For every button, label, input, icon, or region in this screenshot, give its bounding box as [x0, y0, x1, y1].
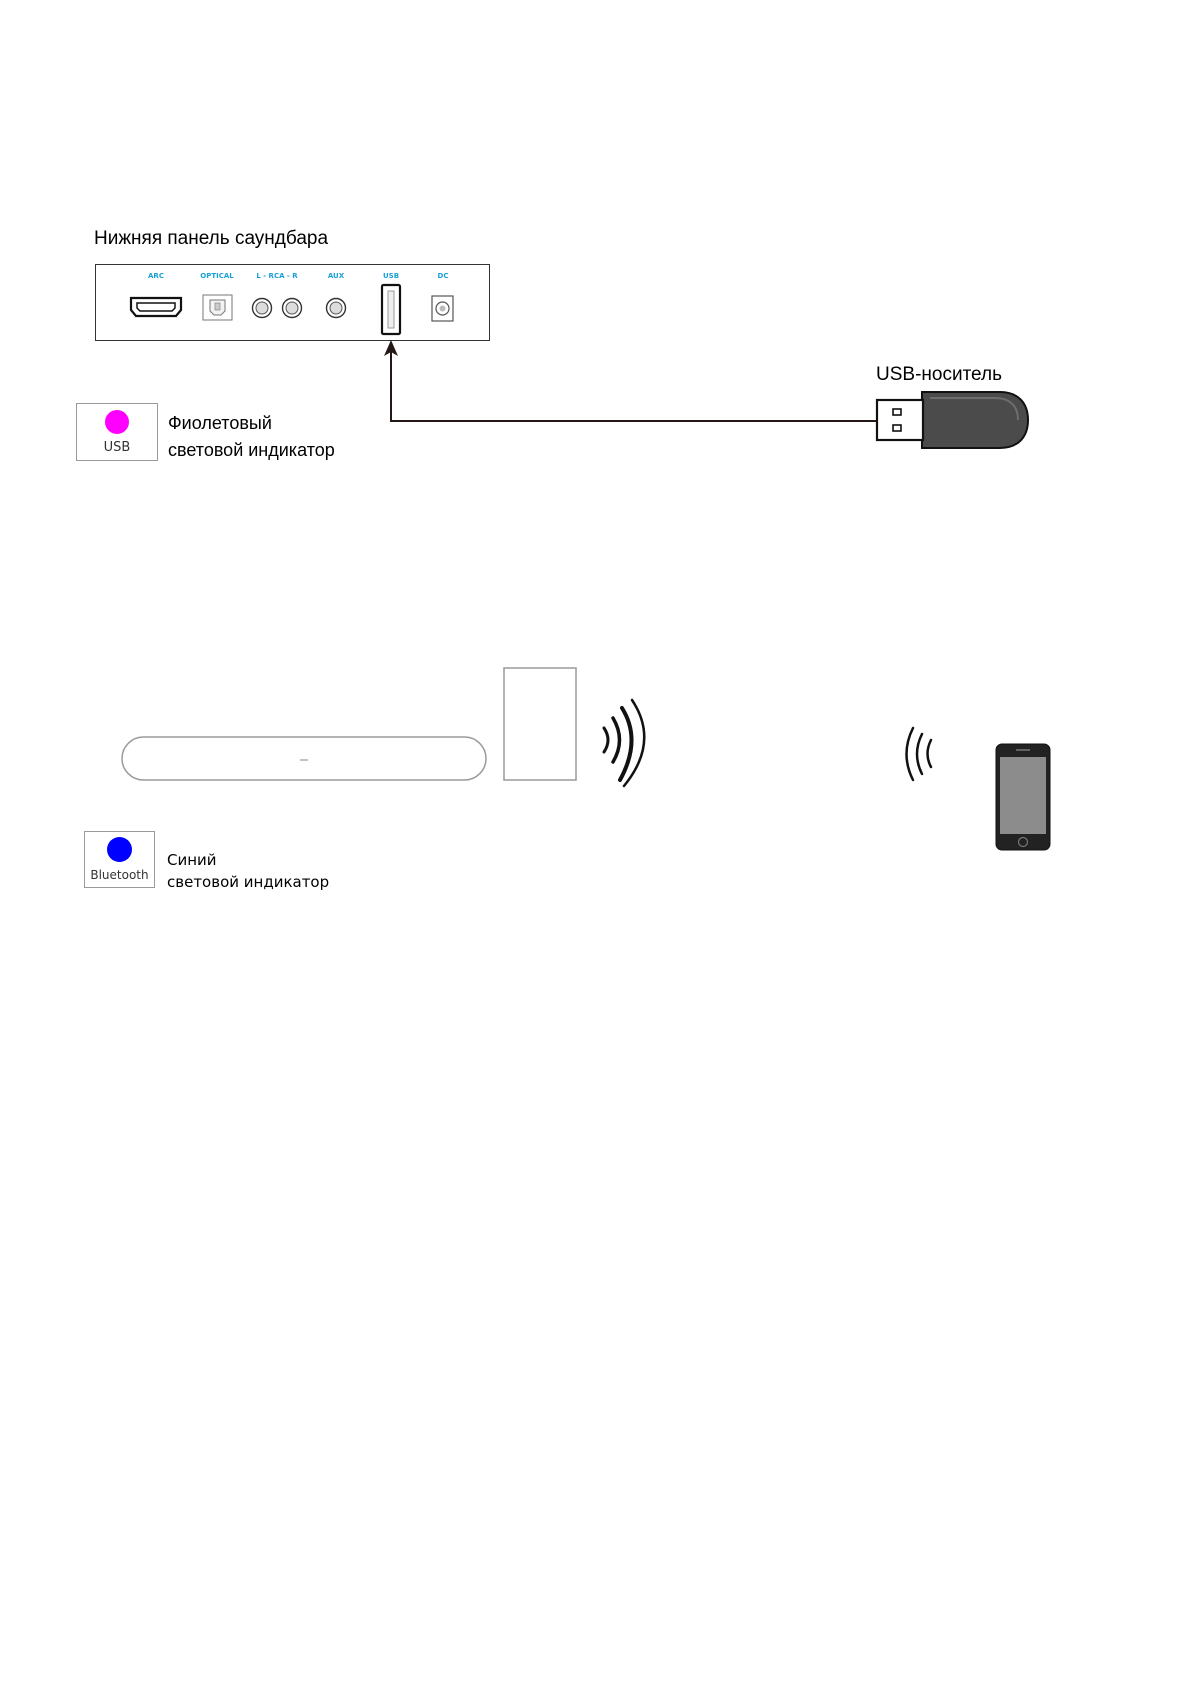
usb-connection-diagram	[0, 0, 1190, 480]
usb-port-icon	[382, 285, 400, 334]
bluetooth-connection-diagram	[0, 640, 1190, 880]
port-label-arc: ARC	[148, 272, 164, 280]
rca-right-port-icon	[283, 299, 302, 318]
subwoofer-icon	[504, 668, 576, 780]
port-label-dc: DC	[437, 272, 449, 280]
port-label-rca: L - RCA - R	[256, 272, 298, 280]
bluetooth-indicator-box	[84, 831, 155, 888]
optical-port-icon	[203, 295, 232, 320]
port-label-aux: AUX	[327, 272, 345, 280]
rca-left-port-icon	[253, 299, 272, 318]
wireless-waves-incoming-icon	[907, 728, 932, 780]
aux-port-icon	[327, 299, 346, 318]
wireless-waves-outgoing-icon	[604, 700, 644, 786]
soundbar-icon	[122, 737, 486, 780]
smartphone-icon	[996, 744, 1050, 850]
bluetooth-indicator-label: Bluetooth	[90, 868, 149, 882]
dc-port-icon	[432, 296, 453, 321]
usb-indicator-label: USB	[103, 440, 131, 455]
hdmi-port-icon	[131, 298, 181, 316]
usb-indicator-description: световой индикатор	[168, 440, 335, 460]
usb-indicator-color-text: Фиолетовый	[168, 413, 272, 433]
port-label-optical: OPTICAL	[200, 272, 234, 280]
usb-indicator-light	[105, 410, 129, 434]
bluetooth-indicator-description: световой индикатор	[167, 873, 330, 891]
port-label-usb: USB	[382, 272, 400, 280]
panel-title: Нижняя панель саундбара	[94, 228, 329, 249]
bluetooth-indicator-light	[107, 837, 132, 862]
usb-device-label: USB-носитель	[876, 364, 1002, 385]
connection-arrow	[384, 340, 876, 421]
usb-indicator-box	[76, 403, 158, 461]
usb-flash-drive-icon	[877, 392, 1028, 448]
bluetooth-indicator-color-text: Синий	[167, 851, 217, 869]
